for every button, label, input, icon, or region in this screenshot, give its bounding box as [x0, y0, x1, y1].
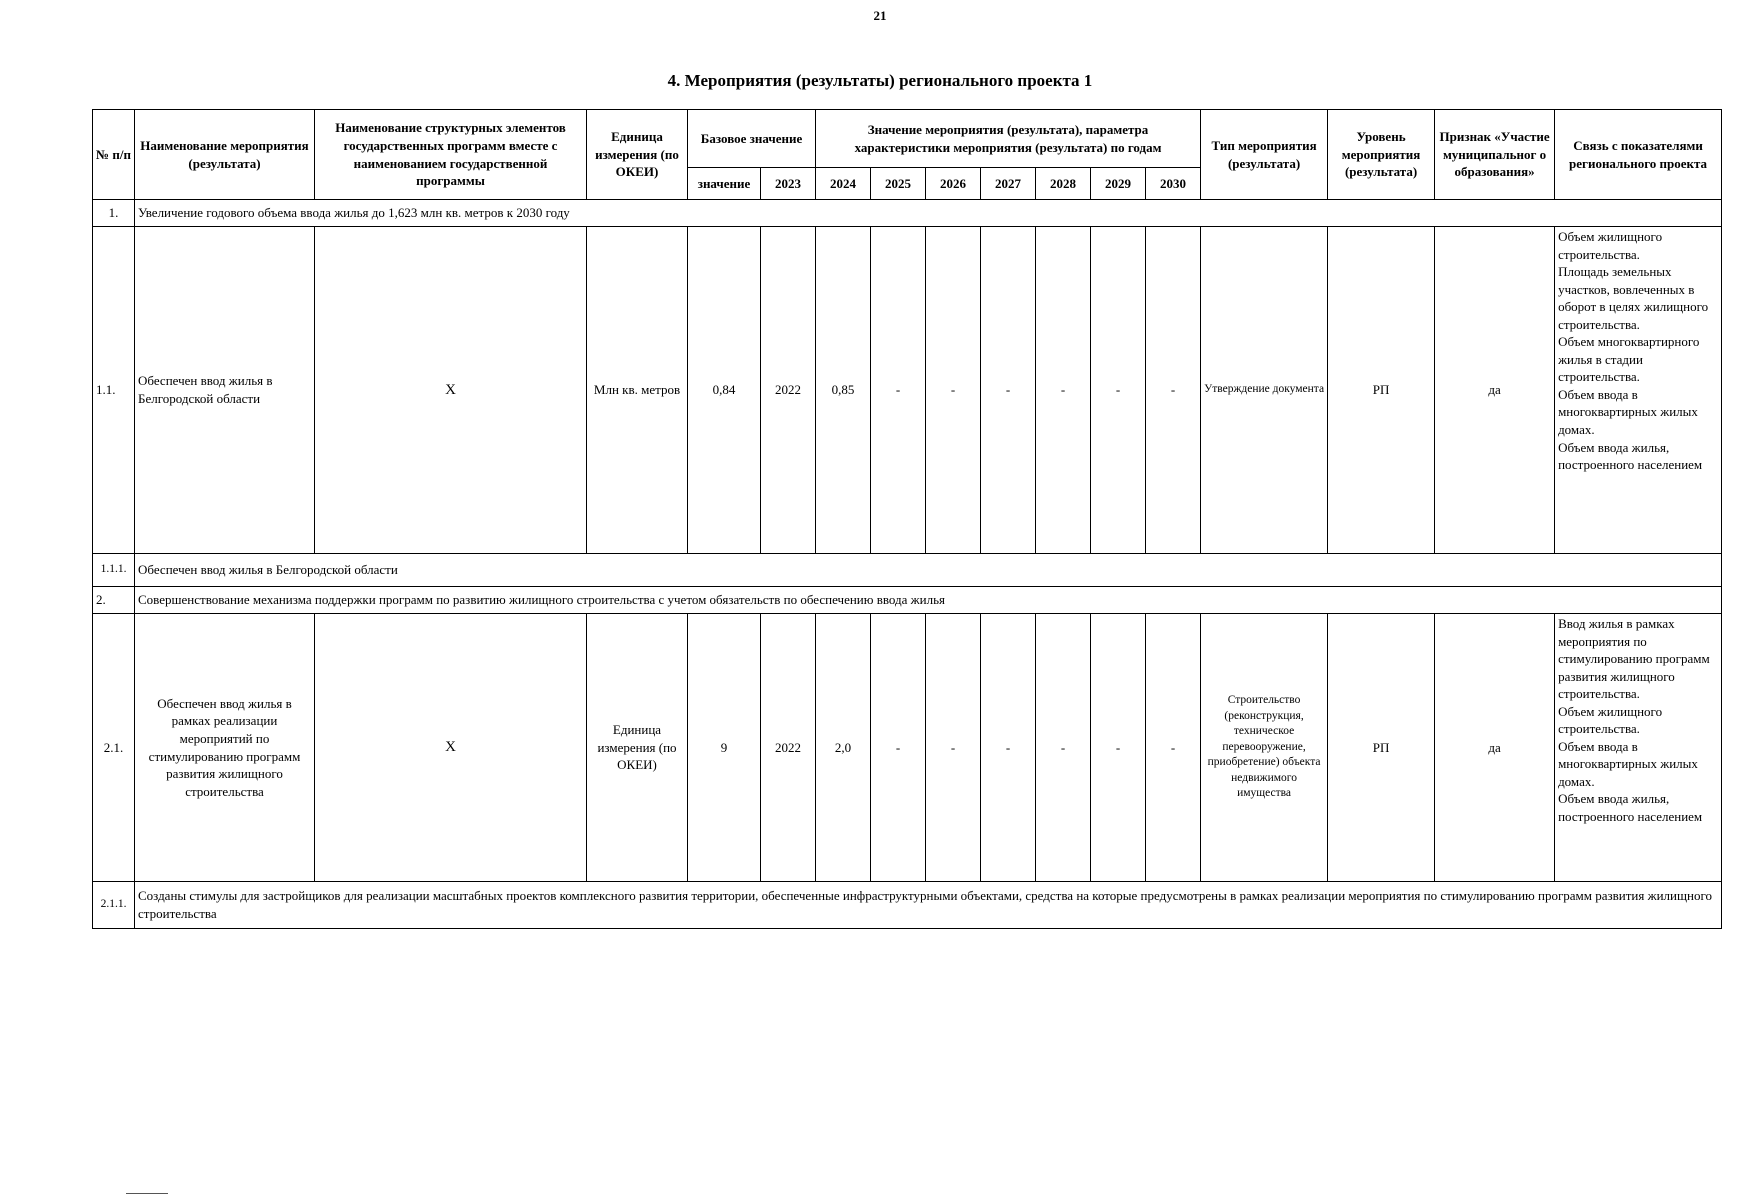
header-base-year: 2023: [761, 168, 816, 200]
header-link: Связь с показателями регионального проекта: [1555, 110, 1722, 200]
section-title: Созданы стимулы для застройщиков для реализации масштабных проектов комплексного развития территории, обеспеченные инфраструктурными объектами, средства на которые предусмотрены в рамках реализации мероприятия по стимулированию программ развития жилищного строительства: [135, 882, 1722, 929]
indicator-link: Объем многоквартирного жилья в стадии строительства.: [1558, 334, 1700, 385]
struct-element: X: [315, 227, 587, 554]
header-level: Уровень мероприятия (результата): [1328, 110, 1435, 200]
measure-name: Обеспечен ввод жилья в Белгородской области: [135, 227, 315, 554]
header-base-value: значение: [688, 168, 761, 200]
header-unit: Единица измерения (по ОКЕИ): [587, 110, 688, 200]
measures-table: [92, 109, 1722, 929]
row-num: 1.1.: [93, 227, 135, 554]
measure-level: РП: [1328, 614, 1435, 882]
year-value: -: [981, 614, 1036, 882]
page-number: 21: [873, 8, 887, 23]
row-num: 2.1.: [93, 614, 135, 882]
header-year: 2025: [871, 168, 926, 200]
table-row: [93, 614, 1722, 882]
header-num: № п/п: [93, 110, 135, 200]
row-num: 1.1.1.: [93, 554, 135, 587]
base-value: 9: [688, 614, 761, 882]
indicator-link: Объем ввода в многоквартирных жилых домах.: [1558, 386, 1698, 438]
year-value: -: [1146, 227, 1201, 554]
municipal-flag: да: [1435, 614, 1555, 882]
row-num: 1.: [93, 200, 135, 227]
year-value: 2,0: [816, 614, 871, 882]
year-value: -: [1091, 227, 1146, 554]
header-values: Значение мероприятия (результата), параметра характеристики мероприятия (результата) по годам: [816, 110, 1201, 168]
year-value: -: [871, 227, 926, 554]
unit: Млн кв. метров: [587, 227, 688, 554]
row-num: 2.: [93, 587, 135, 614]
section-row: [93, 200, 1722, 227]
measure-type: Строительство (реконструкция, техническое перевооружение, приобретение) объекта недвижимого имущества: [1201, 614, 1328, 882]
header-type: Тип мероприятия (результата): [1201, 110, 1328, 200]
section-row: [93, 554, 1722, 587]
indicator-links: [1555, 227, 1722, 554]
indicator-link: Объем жилищного строительства.: [1558, 703, 1663, 737]
year-value: -: [1036, 614, 1091, 882]
header-base: Базовое значение: [688, 110, 816, 168]
header-year: 2028: [1036, 168, 1091, 200]
header-year: 2027: [981, 168, 1036, 200]
section-row: [93, 587, 1722, 614]
struct-element: X: [315, 614, 587, 882]
base-year: 2022: [761, 227, 816, 554]
year-value: -: [926, 227, 981, 554]
indicator-link: Ввод жилья в рамках мероприятия по стимулированию программ развития жилищного строительства.: [1558, 616, 1710, 702]
table-row: [93, 227, 1722, 554]
year-value: -: [871, 614, 926, 882]
header-struct: Наименование структурных элементов государственных программ вместе с наименованием государственной программы: [315, 110, 587, 200]
indicator-link: Объем ввода жилья, построенного населением: [1558, 791, 1703, 825]
section-row: [93, 882, 1722, 929]
year-value: -: [926, 614, 981, 882]
measure-name: Обеспечен ввод жилья в рамках реализации мероприятий по стимулированию программ развития жилищного строительства: [135, 614, 315, 882]
header-year: 2029: [1091, 168, 1146, 200]
section-title: Увеличение годового объема ввода жилья до 1,623 млн кв. метров к 2030 году: [135, 200, 1722, 227]
section-title: Совершенствование механизма поддержки программ по развитию жилищного строительства с учетом обязательств по обеспечению ввода жилья: [135, 587, 1722, 614]
measure-level: РП: [1328, 227, 1435, 554]
header-municipal: Признак «Участие муниципальног о образования»: [1435, 110, 1555, 200]
indicator-link: Объем жилищного строительства.: [1558, 229, 1663, 262]
indicator-link: Объем ввода жилья, построенного населением: [1558, 439, 1703, 473]
unit: Единица измерения (по ОКЕИ): [587, 614, 688, 882]
year-value: -: [981, 227, 1036, 554]
indicator-link: Объем ввода в многоквартирных жилых домах.: [1558, 738, 1698, 789]
header-name: Наименование мероприятия (результата): [135, 110, 315, 200]
header-year: 2024: [816, 168, 871, 200]
year-value: -: [1146, 614, 1201, 882]
header-year: 2030: [1146, 168, 1201, 200]
indicator-link: Площадь земельных участков, вовлеченных в оборот в целях жилищного строительства.: [1558, 264, 1709, 332]
measure-type: Утверждение документа: [1201, 227, 1328, 554]
base-year: 2022: [761, 614, 816, 882]
document-title: 4. Мероприятия (результаты) регионального проекта 1: [667, 71, 1093, 90]
row-num: 2.1.1.: [93, 882, 135, 929]
base-value: 0,84: [688, 227, 761, 554]
page-mark-line: [126, 1193, 168, 1194]
year-value: -: [1036, 227, 1091, 554]
section-title: Обеспечен ввод жилья в Белгородской области: [135, 554, 1722, 587]
year-value: -: [1091, 614, 1146, 882]
year-value: 0,85: [816, 227, 871, 554]
municipal-flag: да: [1435, 227, 1555, 554]
header-year: 2026: [926, 168, 981, 200]
indicator-links: [1555, 614, 1722, 882]
